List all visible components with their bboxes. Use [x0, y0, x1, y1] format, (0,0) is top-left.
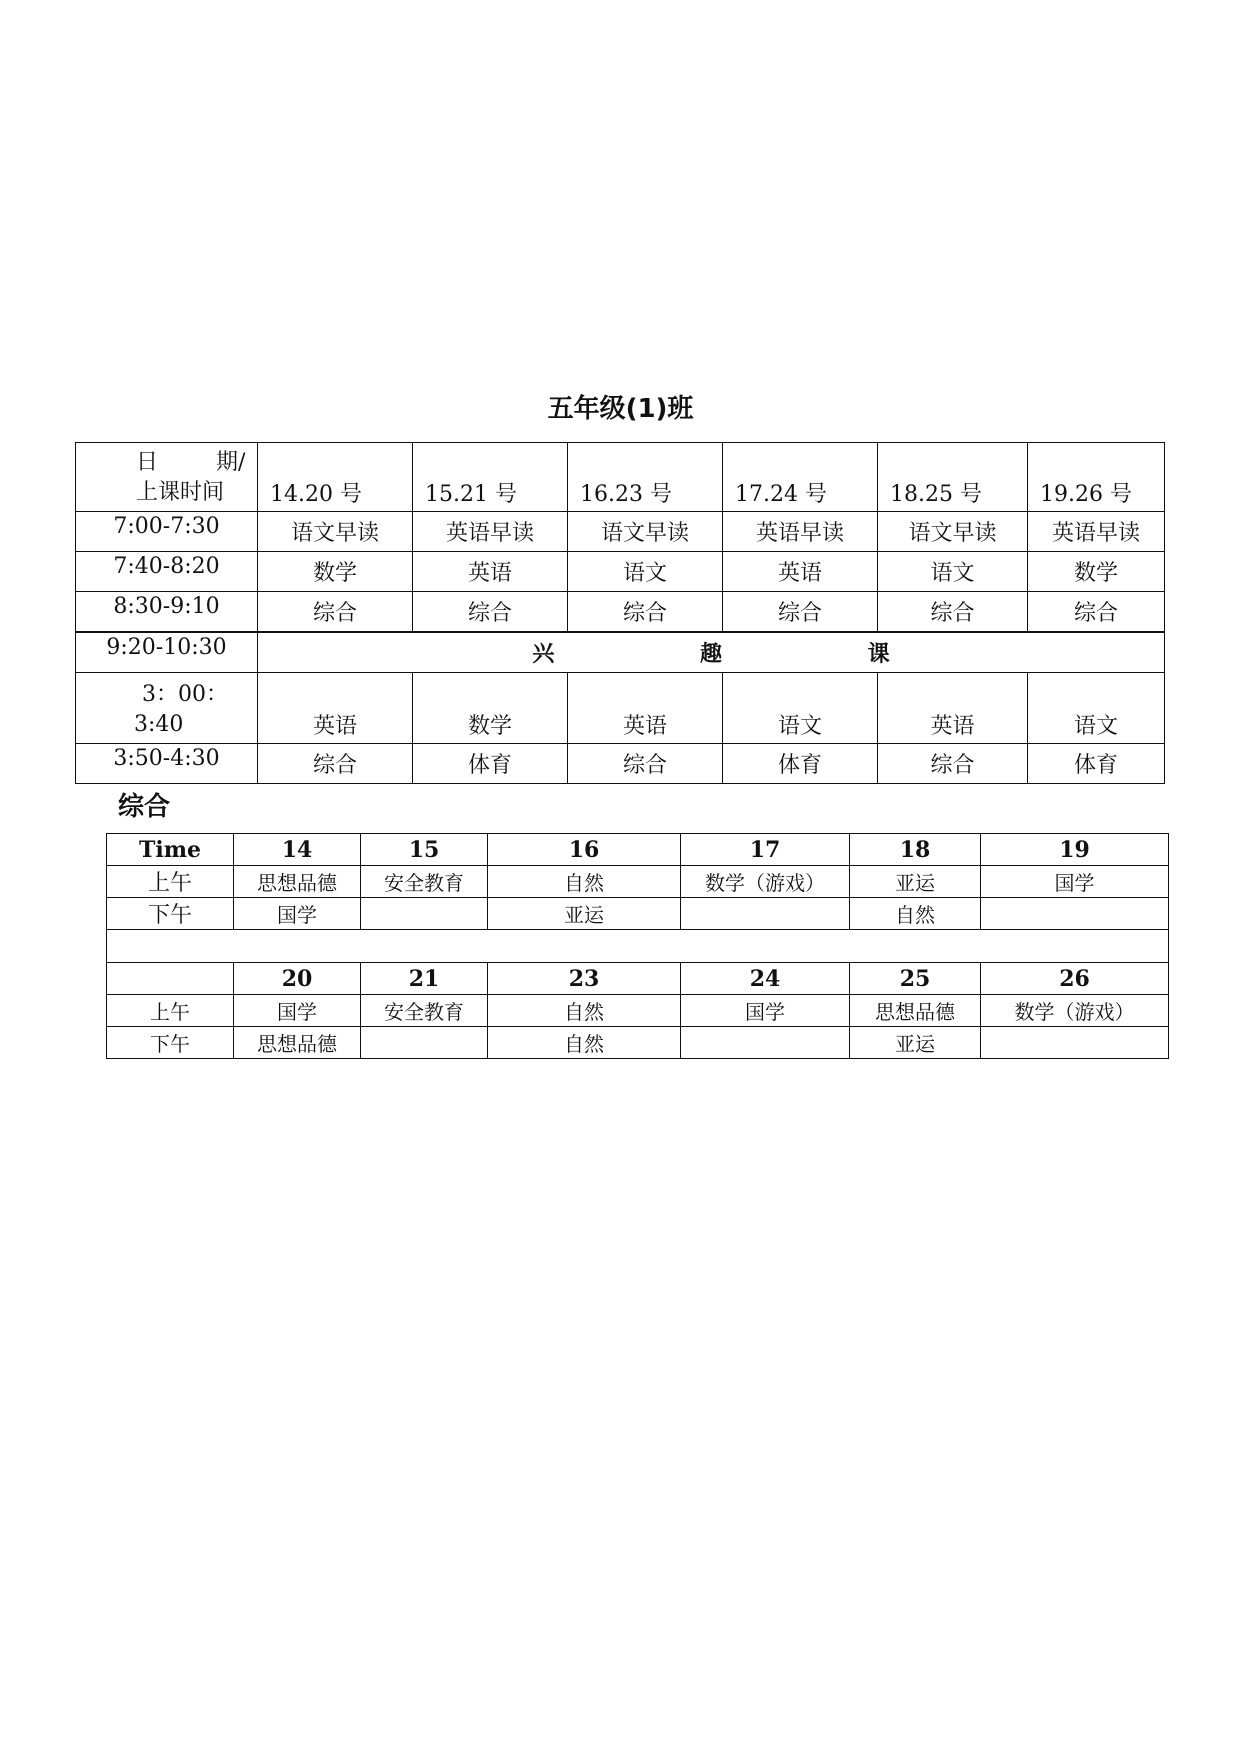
subject-cell: 语文: [568, 552, 723, 592]
interest-char: 课: [867, 642, 890, 667]
topic-cell: [681, 1027, 850, 1059]
date-header: 19.26 号: [1028, 443, 1165, 512]
period-cell: 下午: [107, 898, 234, 930]
subject-cell: 语文: [723, 673, 878, 744]
topic-cell: 思想品德: [234, 1027, 361, 1059]
schedule-header-row: [76, 443, 1165, 512]
topic-cell: [681, 898, 850, 930]
subject-cell: 英语早读: [723, 512, 878, 552]
section-title: 综合: [118, 792, 171, 822]
header-cell: Time: [107, 834, 234, 866]
subject-cell: 综合: [1028, 592, 1165, 633]
header-cell: 21: [361, 963, 488, 995]
page-title: 五年级(1)班: [547, 394, 694, 424]
subject-cell: 数学: [1028, 552, 1165, 592]
time-cell: 7:40-8:20: [76, 552, 258, 592]
time-line: 3：00：: [142, 682, 228, 707]
zonghe-header-row: [107, 963, 1169, 995]
topic-cell: 国学: [234, 898, 361, 930]
corner-top: [136, 450, 245, 475]
subject-cell: 语文早读: [568, 512, 723, 552]
topic-cell: 自然: [488, 995, 681, 1027]
time-cell: 9:20-10:30: [76, 632, 258, 673]
subject-cell: 综合: [878, 592, 1028, 633]
date-header: 15.21 号: [413, 443, 568, 512]
corner-cell: [76, 443, 258, 512]
schedule-row: [76, 673, 1165, 744]
schedule-row: [76, 512, 1165, 552]
time-cell: 7:00-7:30: [76, 512, 258, 552]
subject-cell: 英语: [258, 673, 413, 744]
date-header: 18.25 号: [878, 443, 1028, 512]
topic-cell: 亚运: [850, 866, 981, 898]
zonghe-row: [107, 898, 1169, 930]
subject-cell: 语文: [878, 552, 1028, 592]
topic-cell: 自然: [488, 866, 681, 898]
time-line: 3:40: [134, 712, 184, 737]
period-cell: 上午: [107, 995, 234, 1027]
subject-cell: 综合: [258, 592, 413, 633]
subject-cell: 综合: [568, 744, 723, 784]
header-cell: 15: [361, 834, 488, 866]
topic-cell: 国学: [981, 866, 1169, 898]
subject-cell: 数学: [258, 552, 413, 592]
topic-cell: [981, 1027, 1169, 1059]
zonghe-table: [106, 833, 1169, 1059]
topic-cell: 亚运: [488, 898, 681, 930]
zonghe-header-row: [107, 834, 1169, 866]
topic-cell: 国学: [234, 995, 361, 1027]
zonghe-row: [107, 1027, 1169, 1059]
subject-cell: 数学: [413, 673, 568, 744]
header-cell: 18: [850, 834, 981, 866]
spacer-cell: [107, 930, 1169, 963]
topic-cell: 国学: [681, 995, 850, 1027]
header-cell: 20: [234, 963, 361, 995]
subject-cell: 综合: [878, 744, 1028, 784]
header-cell: 23: [488, 963, 681, 995]
schedule-row: [76, 552, 1165, 592]
date-header: 14.20 号: [258, 443, 413, 512]
subject-cell: 英语: [878, 673, 1028, 744]
period-cell: 下午: [107, 1027, 234, 1059]
class-schedule-table: [75, 442, 1165, 784]
zonghe-row: [107, 866, 1169, 898]
subject-cell: 英语早读: [413, 512, 568, 552]
topic-cell: [361, 898, 488, 930]
topic-cell: 思想品德: [234, 866, 361, 898]
subject-cell: 语文早读: [878, 512, 1028, 552]
header-cell: 17: [681, 834, 850, 866]
zonghe-row: [107, 995, 1169, 1027]
topic-cell: 数学（游戏）: [981, 995, 1169, 1027]
subject-cell: 体育: [1028, 744, 1165, 784]
subject-cell: 体育: [413, 744, 568, 784]
topic-cell: 安全教育: [361, 866, 488, 898]
subject-cell: 语文早读: [258, 512, 413, 552]
schedule-row: [76, 592, 1165, 633]
header-cell: 16: [488, 834, 681, 866]
topic-cell: [361, 1027, 488, 1059]
subject-cell: 综合: [413, 592, 568, 633]
topic-cell: 自然: [488, 1027, 681, 1059]
topic-cell: [981, 898, 1169, 930]
subject-cell: 体育: [723, 744, 878, 784]
period-cell: 上午: [107, 866, 234, 898]
corner-top-right: 期/: [216, 450, 246, 475]
subject-cell: 英语: [723, 552, 878, 592]
corner-top-left: 日: [136, 450, 159, 475]
subject-cell: 综合: [723, 592, 878, 633]
time-cell: [76, 673, 258, 744]
subject-cell: 语文: [1028, 673, 1165, 744]
schedule-row: [76, 744, 1165, 784]
subject-cell: 英语: [413, 552, 568, 592]
header-cell: 14: [234, 834, 361, 866]
spacer-row: [107, 930, 1169, 963]
header-cell: 19: [981, 834, 1169, 866]
corner-bottom: 上课时间: [136, 480, 225, 505]
topic-cell: 自然: [850, 898, 981, 930]
subject-cell: 英语: [568, 673, 723, 744]
interest-row: [76, 632, 1165, 673]
subject-cell: 综合: [568, 592, 723, 633]
subject-cell: 综合: [258, 744, 413, 784]
subject-cell: 英语早读: [1028, 512, 1165, 552]
header-cell: [107, 963, 234, 995]
topic-cell: 安全教育: [361, 995, 488, 1027]
topic-cell: 亚运: [850, 1027, 981, 1059]
interest-char: 兴: [532, 642, 555, 667]
topic-cell: 思想品德: [850, 995, 981, 1027]
topic-cell: 数学（游戏）: [681, 866, 850, 898]
time-cell: 8:30-9:10: [76, 592, 258, 633]
header-cell: 26: [981, 963, 1169, 995]
header-cell: 24: [681, 963, 850, 995]
time-cell: 3:50-4:30: [76, 744, 258, 784]
date-header: 17.24 号: [723, 443, 878, 512]
date-header: 16.23 号: [568, 443, 723, 512]
header-cell: 25: [850, 963, 981, 995]
interest-class-cell: [258, 632, 1165, 673]
interest-char: 趣: [699, 642, 722, 667]
